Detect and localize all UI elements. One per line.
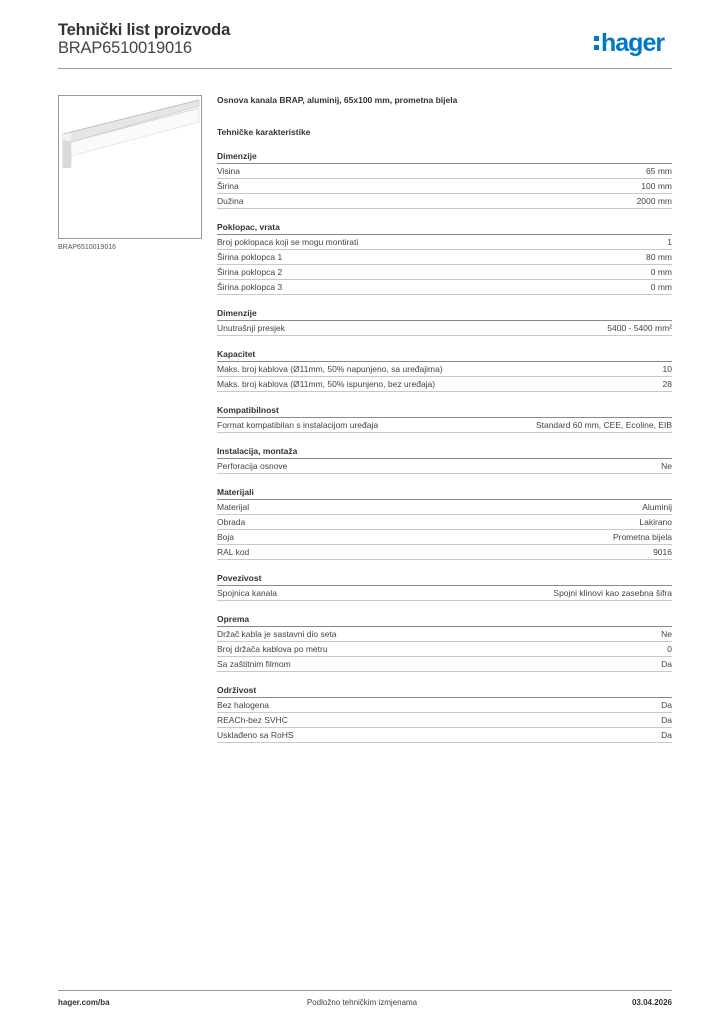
product-image (58, 95, 202, 239)
tech-characteristics-heading: Tehničke karakteristike (217, 127, 311, 137)
spec-label: Spojnica kanala (217, 588, 278, 598)
section-heading: Kompatibilnost (217, 404, 672, 418)
footer-website: hager.com/ba (58, 998, 110, 1007)
spec-value: Prometna bijela (612, 532, 672, 542)
spec-sections (217, 150, 672, 743)
spec-label: Maks. broj kablova (Ø11mm, 50% ispunjeno, bez uređaja) (217, 379, 436, 389)
spec-label: Širina poklopca 1 (217, 252, 283, 262)
page-title: Tehnički list proizvoda (58, 21, 231, 39)
logo-text: hager (601, 28, 665, 57)
spec-value: 2000 mm (636, 196, 672, 206)
spec-label: Visina (217, 166, 240, 176)
spec-label: Širina poklopca 3 (217, 282, 283, 292)
section-heading: Instalacija, montaža (217, 445, 672, 459)
spec-label: Broj držača kablova po metru (217, 644, 328, 654)
hager-logo (594, 28, 664, 58)
footer-date: 03.04.2026 (631, 998, 672, 1007)
spec-value: 80 mm (646, 252, 672, 262)
spec-value: Da (661, 715, 672, 725)
spec-row (217, 642, 672, 657)
spec-label: Unutrašnji presjek (217, 323, 286, 333)
spec-value: Aluminij (642, 502, 672, 512)
spec-label: Materijal (217, 502, 250, 512)
header-divider (58, 68, 672, 69)
spec-content (217, 93, 672, 743)
spec-value: Ne (661, 629, 672, 639)
spec-label: Dužina (217, 196, 244, 206)
spec-value: Da (661, 659, 672, 669)
spec-row (217, 235, 672, 250)
spec-value: Spojni klinovi kao zasebna šifra (553, 588, 672, 598)
section-heading: Kapacitet (217, 348, 672, 362)
spec-row (217, 265, 672, 280)
spec-value: Standard 60 mm, CEE, Ecoline, EIB (535, 420, 672, 430)
spec-row (217, 418, 672, 433)
spec-label: Sa zaštitnim filmom (217, 659, 291, 669)
spec-row (217, 194, 672, 209)
spec-row (217, 500, 672, 515)
section-heading: Dimenzije (217, 150, 672, 164)
spec-row (217, 362, 672, 377)
spec-row (217, 459, 672, 474)
spec-value: 1 (667, 237, 672, 247)
spec-label: Bez halogena (217, 700, 269, 710)
spec-value: 100 mm (641, 181, 672, 191)
spec-row (217, 627, 672, 642)
logo-dots-icon (594, 36, 599, 50)
spec-label: Usklađeno sa RoHS (217, 730, 294, 740)
spec-row (217, 280, 672, 295)
spec-row (217, 728, 672, 743)
product-reference: BRAP6510019016 (58, 39, 192, 57)
spec-label: Maks. broj kablova (Ø11mm, 50% napunjeno, sa uređajima) (217, 364, 443, 374)
cable-trunking-icon (59, 96, 201, 238)
spec-value: 65 mm (646, 166, 672, 176)
spec-row (217, 713, 672, 728)
spec-row (217, 250, 672, 265)
spec-value: 0 mm (650, 282, 672, 292)
spec-label: RAL kod (217, 547, 250, 557)
spec-value: 0 (667, 644, 672, 654)
section-heading: Poklopac, vrata (217, 221, 672, 235)
spec-row (217, 515, 672, 530)
spec-value: Ne (661, 461, 672, 471)
spec-label: Broj poklopaca koji se mogu montirati (217, 237, 359, 247)
spec-label: Boja (217, 532, 235, 542)
section-heading: Dimenzije (217, 307, 672, 321)
spec-label: Držač kabla je sastavni dio seta (217, 629, 337, 639)
spec-value: Da (661, 700, 672, 710)
section-heading: Održivost (217, 684, 672, 698)
spec-row (217, 377, 672, 392)
image-caption: BRAP6510019016 (58, 244, 116, 251)
spec-label: Perforacija osnove (217, 461, 288, 471)
product-name: Osnova kanala BRAP, aluminij, 65x100 mm, prometna bijela (217, 95, 458, 105)
spec-label: Format kompatibilan s instalacijom uređaja (217, 420, 379, 430)
spec-row (217, 530, 672, 545)
spec-value: 0 mm (650, 267, 672, 277)
spec-row (217, 657, 672, 672)
footer-notice: Podložno tehničkim izmjenama (306, 998, 418, 1007)
spec-row (217, 179, 672, 194)
spec-value: 10 (662, 364, 672, 374)
spec-row (217, 545, 672, 560)
spec-value: 9016 (653, 547, 672, 557)
spec-label: Širina poklopca 2 (217, 267, 283, 277)
spec-label: REACh-bez SVHC (217, 715, 288, 725)
spec-value: Lakirano (639, 517, 672, 527)
spec-row (217, 698, 672, 713)
spec-label: Obrada (217, 517, 246, 527)
spec-value: 28 (662, 379, 672, 389)
section-heading: Povezivost (217, 572, 672, 586)
spec-row (217, 586, 672, 601)
footer-divider (58, 990, 672, 991)
spec-row (217, 164, 672, 179)
spec-row (217, 321, 672, 336)
section-heading: Materijali (217, 486, 672, 500)
spec-label: Širina (217, 181, 239, 191)
spec-value: Da (661, 730, 672, 740)
spec-value: 5400 - 5400 mm² (607, 323, 672, 333)
section-heading: Oprema (217, 613, 672, 627)
